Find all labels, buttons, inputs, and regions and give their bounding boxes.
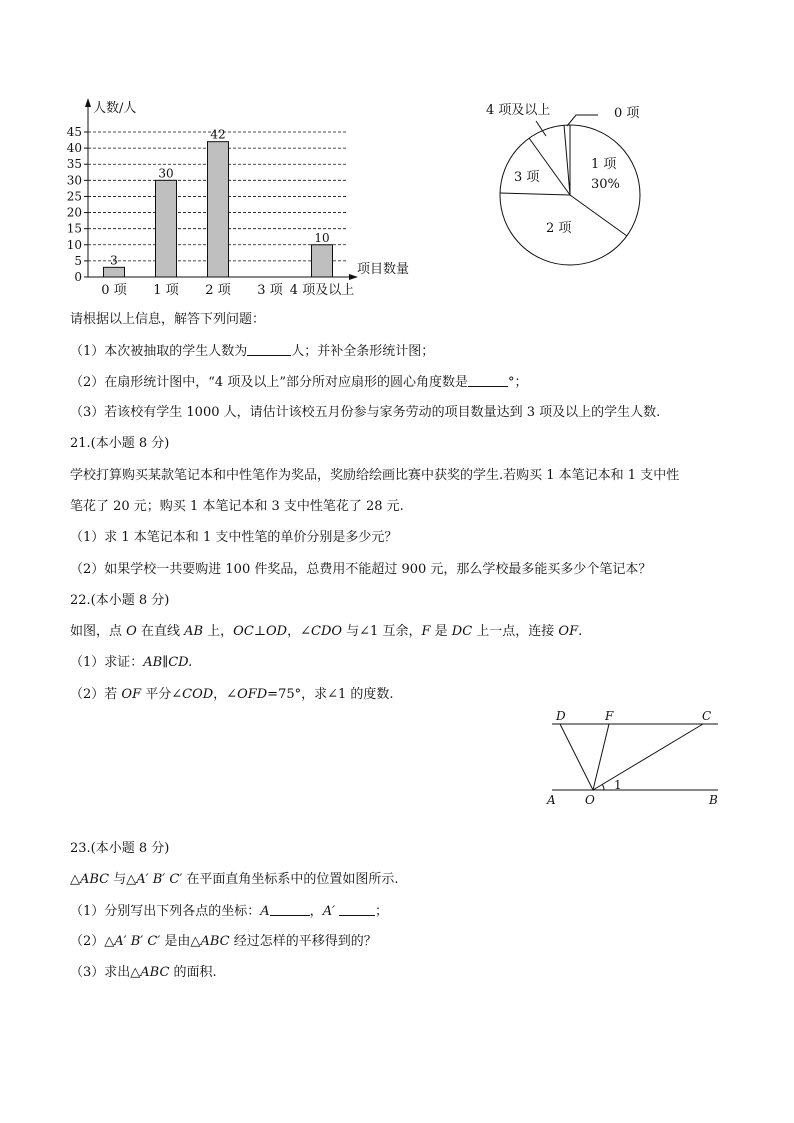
q22-p-F: F <box>421 624 431 639</box>
q21-heading: 21.(本小题 8 分) <box>70 436 170 451</box>
bar-chart-y-arrow <box>85 98 91 107</box>
bar-1 <box>156 180 177 277</box>
q22-2-e: ，∠ <box>213 687 238 702</box>
q22-part1 <box>70 655 192 671</box>
bar-y-tick-label: 20 <box>66 205 82 220</box>
bar-x-tick-label: 4 项及以上 <box>289 283 355 298</box>
q23-1-c: ， <box>309 904 323 919</box>
q23-heading: 23.(本小题 8 分) <box>70 841 170 856</box>
q23-p-d: A′ B′ C′ <box>136 872 183 887</box>
bar-x-tick-label: 0 项 <box>101 283 127 298</box>
q22-p-a: 如图，点 <box>70 624 127 639</box>
segment-OC <box>593 724 703 790</box>
q23-2-b: A′ B′ C′ <box>114 934 161 949</box>
point-A-label: A <box>547 793 556 807</box>
pie-chart <box>470 95 670 270</box>
q20-intro: 请根据以上信息，解答下列问题： <box>70 312 266 327</box>
q20-part1-text-b: 人；并补全条形统计图； <box>291 344 435 359</box>
bar-data-label: 3 <box>110 253 118 268</box>
q23-1-blank-A-prime[interactable] <box>339 903 375 916</box>
q22-p-DC: DC <box>451 624 473 639</box>
q23-1-d: A′ <box>322 904 336 919</box>
point-O-label: O <box>585 793 595 807</box>
bar-y-tick-label: 5 <box>74 253 82 268</box>
q23-part3 <box>70 965 217 981</box>
q22-figure <box>538 704 728 812</box>
bar-x-tick-label: 2 项 <box>205 283 231 298</box>
bar-chart-bars <box>104 142 333 277</box>
pie-label-three: 3 项 <box>514 170 540 185</box>
q22-p-O: O <box>126 624 137 639</box>
q22-1-b: AB∥CD. <box>143 655 193 670</box>
q23-part1 <box>70 903 388 920</box>
q22-p-b: 在直线 <box>136 624 185 639</box>
segment-OF <box>593 724 609 790</box>
q22-part2 <box>70 687 394 703</box>
q23-p-c: 与△ <box>109 872 137 887</box>
bar-y-tick-label: 25 <box>66 189 82 204</box>
q23-2-c: 是由△ <box>160 934 201 949</box>
q21-part1: （1）求 1 本笔记本和 1 支中性笔的单价分别是多少元？ <box>70 530 398 545</box>
pie-leader-four <box>536 121 546 136</box>
bar-y-tick-label: 10 <box>66 237 82 252</box>
q22-2-g: =75°，求∠1 的度数. <box>267 687 394 702</box>
q22-p-angle: ∠CDO <box>300 624 343 639</box>
point-D-label: D <box>556 709 566 723</box>
bar-y-tick-label: 0 <box>74 270 82 284</box>
bar-data-label: 30 <box>158 166 174 181</box>
pie-leader-zero <box>567 115 598 126</box>
bar-y-tick-label: 15 <box>66 221 82 236</box>
q22-paragraph <box>70 624 582 640</box>
pie-divider-1-2 <box>570 195 627 236</box>
bar-y-tick-label: 45 <box>66 125 82 139</box>
q21-paragraph-line1: 学校打算购买某款笔记本和中性笔作为奖品，奖励给绘画比赛中获奖的学生.若购买 1 本笔记本和 1 支中性 <box>70 468 680 483</box>
q23-1-e: ； <box>375 904 389 919</box>
q22-2-a: （2）若 <box>70 687 122 702</box>
q23-2-e: 经过怎样的平移得到的？ <box>229 934 377 949</box>
q22-p-f: 是 <box>430 624 452 639</box>
bar-data-label: 42 <box>210 127 226 142</box>
q23-2-d: ABC <box>200 934 230 949</box>
bar-2 <box>208 142 229 277</box>
bar-data-label: 10 <box>314 230 330 245</box>
q23-3-a: （3）求出△ <box>70 965 141 980</box>
bar-x-tick-label: 3 项 <box>257 283 283 298</box>
point-B-label: B <box>709 793 718 807</box>
q23-part2 <box>70 934 377 950</box>
q23-2-a: （2）△ <box>70 934 115 949</box>
q20-part1 <box>70 343 434 360</box>
q23-3-b: ABC <box>140 965 170 980</box>
bar-y-tick-label: 35 <box>66 157 82 172</box>
q22-p-h: . <box>578 624 583 639</box>
q20-part1-blank[interactable] <box>247 343 291 356</box>
q22-p-rel: OC⊥OD <box>233 624 288 639</box>
q23-3-c: 的面积. <box>169 965 217 980</box>
q20-part1-text-a: （1）本次被抽取的学生人数为 <box>70 344 248 359</box>
q22-heading: 22.(本小题 8 分) <box>70 593 170 608</box>
q22-p-e: 与∠1 互余， <box>342 624 422 639</box>
point-C-label: C <box>702 709 712 723</box>
pie-label-one: 1 项 <box>591 157 617 172</box>
q22-2-f: OFD <box>237 687 268 702</box>
pie-divider-4-0 <box>564 125 570 195</box>
q22-p-d: ， <box>287 624 301 639</box>
pie-label-one-pct: 30% <box>591 177 620 192</box>
q23-1-a: （1）分别写出下列各点的坐标： <box>70 904 261 919</box>
pie-label-two: 2 项 <box>546 221 572 236</box>
angle-1-arc <box>602 784 604 790</box>
pie-label-zero: 0 项 <box>614 106 640 121</box>
q23-1-b: A <box>260 904 270 919</box>
bar-chart <box>60 92 430 307</box>
bar-0 <box>104 267 125 277</box>
bar-x-tick-label: 1 项 <box>153 283 179 298</box>
q23-p-e: 在平面直角坐标系中的位置如图所示. <box>182 872 399 887</box>
pie-divider-3-4 <box>529 138 570 195</box>
q22-p-OF: OF <box>558 624 579 639</box>
bar-4 <box>312 245 333 277</box>
q23-1-blank-A[interactable] <box>270 903 310 916</box>
bar-chart-x-label: 项目数量 <box>357 262 410 277</box>
q20-part2-text-b: °； <box>507 375 528 390</box>
q21-paragraph-line2: 笔花了 20 元；购买 1 本笔记本和 3 支中性笔花了 28 元. <box>70 499 404 514</box>
angle-1-label: 1 <box>614 778 622 792</box>
q22-2-b: OF <box>121 687 142 702</box>
q22-p-AB: AB <box>184 624 204 639</box>
q23-p-a: △ <box>70 872 80 887</box>
q22-2-d: COD <box>182 687 214 702</box>
q20-part2-blank[interactable] <box>468 374 508 387</box>
segment-OD <box>560 724 593 790</box>
q22-2-c: 平分∠ <box>141 687 183 702</box>
bar-chart-y-ticks <box>67 125 88 284</box>
q23-p-b: ABC <box>80 872 110 887</box>
q22-p-c: 上， <box>203 624 234 639</box>
pie-divider-2-3 <box>500 193 570 195</box>
q20-part2 <box>70 374 527 391</box>
q22-p-g: 上一点，连接 <box>472 624 559 639</box>
q23-paragraph <box>70 872 399 888</box>
bar-chart-y-label: 人数/人 <box>93 101 137 116</box>
q20-part3: （3）若该校有学生 1000 人，请估计该校五月份参与家务劳动的项目数量达到 3 项及以上的学生人数. <box>70 405 661 420</box>
q22-1-a: （1）求证： <box>70 655 144 670</box>
q21-part2: （2）如果学校一共要购进 100 件奖品，总费用不能超过 900 元，那么学校最多能买多少个笔记本？ <box>70 562 652 577</box>
bar-y-tick-label: 40 <box>66 141 82 156</box>
bar-y-tick-label: 30 <box>66 173 82 188</box>
q20-part2-text-a: （2）在扇形统计图中，“4 项及以上”部分所对应扇形的圆心角度数是 <box>70 375 468 390</box>
bar-chart-x-ticks <box>101 283 354 298</box>
point-F-label: F <box>605 709 614 723</box>
pie-label-four: 4 项及以上 <box>486 103 551 118</box>
